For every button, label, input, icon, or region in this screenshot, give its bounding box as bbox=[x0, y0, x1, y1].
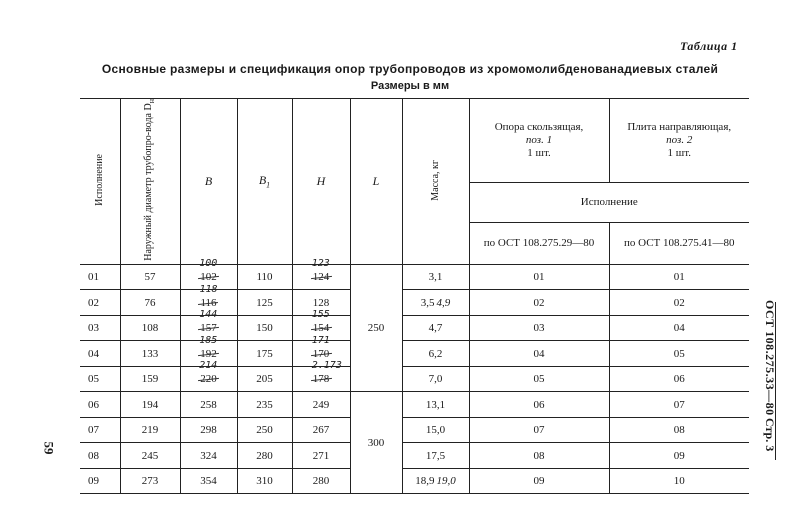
handwritten-correction: 144 bbox=[199, 309, 218, 321]
cell-b: 258 bbox=[180, 392, 237, 418]
original-value: 178 bbox=[312, 373, 330, 386]
cell-mass bbox=[402, 417, 469, 443]
cell-plate-version: 01 bbox=[609, 264, 749, 290]
mass-value: 6,2 bbox=[428, 347, 443, 360]
cell-plate-version: 05 bbox=[609, 341, 749, 367]
header-mass: Масса, кг bbox=[402, 99, 469, 265]
original-value: 192 bbox=[200, 347, 217, 360]
page-number: 59 bbox=[41, 441, 57, 455]
table-number: Таблица 1 bbox=[680, 39, 738, 53]
header-ost-plate: по ОСТ 108.275.41—80 bbox=[609, 222, 749, 264]
document-code: ОСТ 108.275.33—80 bbox=[763, 300, 777, 416]
header-execution: Исполнение bbox=[469, 182, 749, 222]
mass-value: 18,9 bbox=[415, 475, 435, 488]
cell-b1: 150 bbox=[237, 315, 292, 341]
cell-plate-version: 04 bbox=[609, 315, 749, 341]
cell-diameter: 108 bbox=[120, 315, 180, 341]
cell-diameter: 133 bbox=[120, 341, 180, 367]
header-guide-plate: Плита направляющая, поз. 2 1 шт. bbox=[609, 99, 749, 183]
page-label: Стр. 3 bbox=[763, 418, 777, 452]
table-row bbox=[80, 264, 749, 290]
cell-version: 05 bbox=[80, 366, 120, 392]
cell-b1: 175 bbox=[237, 341, 292, 367]
cell-h: 271 bbox=[292, 443, 350, 469]
cell-mass bbox=[402, 264, 469, 290]
cell-diameter: 159 bbox=[120, 366, 180, 392]
handwritten-correction: 155 bbox=[311, 309, 330, 321]
mass-value: 7,0 bbox=[428, 373, 443, 386]
cell-version: 04 bbox=[80, 341, 120, 367]
cell-support-version: 07 bbox=[469, 417, 609, 443]
cell-b1: 125 bbox=[237, 290, 292, 316]
cell-version: 09 bbox=[80, 468, 120, 494]
header-sliding-support: Опора скользящая, поз. 1 1 шт. bbox=[469, 99, 609, 183]
handwritten-correction: 118 bbox=[199, 283, 218, 295]
cell-b1: 310 bbox=[237, 468, 292, 494]
cell-support-version: 06 bbox=[469, 392, 609, 418]
cell-support-version: 09 bbox=[469, 468, 609, 494]
cell-b1: 280 bbox=[237, 443, 292, 469]
cell-h bbox=[292, 258, 350, 290]
table-row bbox=[80, 366, 749, 392]
cell-support-version: 08 bbox=[469, 443, 609, 469]
original-value: 102 bbox=[200, 271, 217, 284]
cell-mass bbox=[402, 290, 469, 316]
mass-value: 3,1 bbox=[428, 271, 443, 284]
cell-support-version: 04 bbox=[469, 341, 609, 367]
struck-value bbox=[199, 360, 218, 386]
handwritten-correction: 4,9 bbox=[436, 296, 451, 309]
table-row bbox=[80, 468, 749, 494]
mass-value: 3,5 bbox=[420, 296, 435, 309]
cell-plate-version: 02 bbox=[609, 290, 749, 316]
units-note: Размеры в мм bbox=[370, 80, 450, 92]
cell-version: 01 bbox=[80, 264, 120, 290]
table-row bbox=[80, 315, 749, 341]
cell-plate-version: 10 bbox=[609, 468, 749, 494]
cell-h: 267 bbox=[292, 417, 350, 443]
table-row bbox=[80, 341, 749, 367]
cell-plate-version: 07 bbox=[609, 392, 749, 418]
cell-plate-version: 09 bbox=[609, 443, 749, 469]
original-value: 154 bbox=[312, 322, 330, 335]
cell-b: 324 bbox=[180, 443, 237, 469]
struck-value bbox=[199, 334, 218, 360]
mass-value: 17,5 bbox=[425, 449, 446, 462]
cell-plate-version: 08 bbox=[609, 417, 749, 443]
original-value: 124 bbox=[312, 271, 330, 284]
cell-b: 354 bbox=[180, 468, 237, 494]
original-value: 116 bbox=[200, 296, 217, 309]
handwritten-correction: 171 bbox=[311, 334, 330, 346]
cell-diameter: 194 bbox=[120, 392, 180, 418]
cell-mass bbox=[402, 443, 469, 469]
header-b1: $B_1$ bbox=[237, 99, 292, 265]
cell-diameter: 57 bbox=[120, 264, 180, 290]
cell-h bbox=[292, 360, 350, 392]
table-body bbox=[80, 258, 749, 494]
cell-support-version: 05 bbox=[469, 366, 609, 392]
header-h: H bbox=[292, 99, 350, 265]
cell-b1: 110 bbox=[237, 264, 292, 290]
cell-b1: 250 bbox=[237, 417, 292, 443]
cell-support-version: 01 bbox=[469, 264, 609, 290]
cell-h: 280 bbox=[292, 468, 350, 494]
cell-support-version: 03 bbox=[469, 315, 609, 341]
handwritten-correction: 19,0 bbox=[436, 475, 456, 488]
cell-diameter: 76 bbox=[120, 290, 180, 316]
cell-diameter: 245 bbox=[120, 443, 180, 469]
struck-value bbox=[199, 283, 218, 309]
struck-value bbox=[311, 334, 330, 360]
cell-b1: 205 bbox=[237, 366, 292, 392]
cell-version: 06 bbox=[80, 392, 120, 418]
cell-version: 08 bbox=[80, 443, 120, 469]
cell-mass bbox=[402, 468, 469, 494]
cell-h: 249 bbox=[292, 392, 350, 418]
table-row bbox=[80, 417, 749, 443]
struck-value bbox=[199, 258, 218, 284]
cell-b bbox=[180, 360, 237, 392]
table-title: Основные размеры и спецификация опор трубопроводов из хромомолибденованадиевых сталей bbox=[101, 62, 719, 76]
original-value: 170 bbox=[312, 347, 330, 360]
cell-mass bbox=[402, 366, 469, 392]
cell-diameter: 219 bbox=[120, 417, 180, 443]
cell-mass bbox=[402, 315, 469, 341]
handwritten-correction: 100 bbox=[199, 258, 218, 270]
header-b: B bbox=[180, 99, 237, 265]
cell-plate-version: 06 bbox=[609, 366, 749, 392]
cell-version: 02 bbox=[80, 290, 120, 316]
mass-value: 13,1 bbox=[425, 398, 446, 411]
cell-b: 298 bbox=[180, 417, 237, 443]
specification-table bbox=[80, 98, 749, 494]
cell-mass bbox=[402, 392, 469, 418]
cell-h: 128 bbox=[292, 290, 350, 316]
cell-diameter: 273 bbox=[120, 468, 180, 494]
struck-value bbox=[311, 258, 330, 284]
handwritten-correction: 123 bbox=[311, 258, 330, 270]
cell-version: 07 bbox=[80, 417, 120, 443]
mass-value: 15,0 bbox=[425, 424, 446, 437]
handwritten-correction: 185 bbox=[199, 334, 218, 346]
table-row bbox=[80, 392, 749, 418]
mass-value: 4,7 bbox=[428, 322, 443, 335]
struck-value bbox=[311, 309, 330, 335]
handwritten-correction: 2.173 bbox=[311, 360, 342, 372]
cell-support-version: 02 bbox=[469, 290, 609, 316]
header-ost-support: по ОСТ 108.275.29—80 bbox=[469, 222, 609, 264]
header-l: L bbox=[350, 99, 402, 265]
table-row bbox=[80, 290, 749, 316]
handwritten-correction: 214 bbox=[199, 360, 218, 372]
cell-mass bbox=[402, 341, 469, 367]
struck-value bbox=[311, 360, 342, 386]
original-value: 220 bbox=[200, 373, 217, 386]
table-row bbox=[80, 443, 749, 469]
header-version: Исполнение bbox=[80, 99, 120, 265]
original-value: 157 bbox=[200, 322, 217, 335]
cell-l: 250 bbox=[350, 264, 402, 392]
header-diameter: Наружный диаметр трубопро-вода $D_н$ bbox=[120, 99, 180, 265]
cell-version: 03 bbox=[80, 315, 120, 341]
struck-value bbox=[199, 309, 218, 335]
cell-l: 300 bbox=[350, 392, 402, 494]
cell-b1: 235 bbox=[237, 392, 292, 418]
